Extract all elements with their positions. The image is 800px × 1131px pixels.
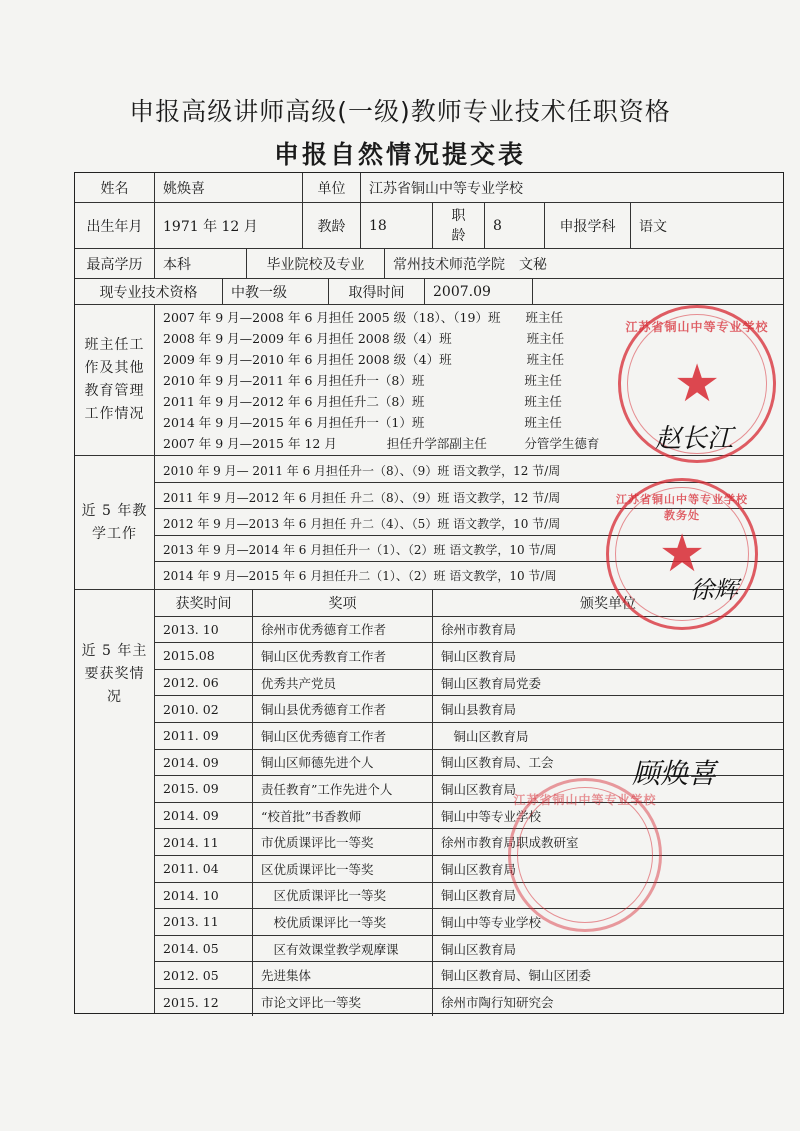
row-education	[75, 249, 783, 279]
management-line: 2008 年 9 月—2009 年 6 月担任 2008 级（4）班 班主任	[163, 331, 565, 346]
row-name	[75, 173, 783, 203]
form-subtitle: 申报自然情况提交表	[273, 140, 526, 169]
award-row	[155, 696, 783, 723]
edu-value: 本科	[155, 249, 247, 278]
obtain-label: 取得时间	[329, 279, 425, 304]
school-seal-faded	[508, 778, 662, 932]
award-date: 2014. 05	[155, 936, 253, 962]
school-label: 毕业院校及专业	[247, 249, 385, 278]
award-name: 铜山区优秀德育工作者	[253, 723, 433, 749]
award-issuer: 徐州市教育局	[441, 622, 517, 638]
management-line: 2007 年 9 月—2015 年 12 月 担任升学部副主任 分管学生德育	[163, 436, 600, 451]
management-line: 2007 年 9 月—2008 年 6 月担任 2005 级（18）、（19）班 班主任	[163, 310, 563, 325]
award-name: 铜山区师德先进个人	[253, 750, 433, 776]
management-line: 2010 年 9 月—2011 年 6 月担任升一（8）班 班主任	[163, 373, 562, 388]
award-issuer: 铜山区教育局	[441, 728, 529, 744]
tech-title-label: 现专业技术资格	[75, 279, 223, 304]
award-row	[155, 803, 783, 830]
award-issuer: 铜山区教育局	[441, 781, 517, 797]
teaching-line: 2012 年 9 月—2013 年 6 月担任 升二（4）、（5）班 语文教学，10 节/周	[163, 517, 561, 531]
award-row	[155, 829, 783, 856]
award-issuer: 铜山区教育局	[441, 861, 517, 877]
award-issuer: 徐州市陶行知研究会	[441, 995, 554, 1011]
unit-value: 江苏省铜山中等专业学校	[369, 180, 523, 197]
award-date: 2015. 09	[155, 776, 253, 802]
award-date: 2013. 11	[155, 909, 253, 935]
award-issuer: 铜山区教育局党委	[441, 675, 542, 691]
award-name: 责任教育”工作先进个人	[253, 776, 433, 802]
management-line: 2009 年 9 月—2010 年 6 月担任 2008 级（4）班 班主任	[163, 352, 565, 367]
award-issuer: 铜山县教育局	[441, 702, 517, 718]
academic-affairs-seal	[606, 478, 758, 630]
awards-table	[155, 590, 783, 1013]
school-value: 常州技术师范学院 文秘	[393, 256, 547, 273]
management-label: 班主任工作及其他教育管理工作情况	[75, 305, 155, 455]
award-name: 区有效课堂教学观摩课	[253, 936, 433, 962]
award-date: 2015. 12	[155, 989, 253, 1016]
tech-title-value: 中教一级	[223, 279, 329, 304]
job-age-value: 8	[485, 203, 545, 248]
award-name: “校首批”书香教师	[253, 803, 433, 829]
award-issuer: 铜山区教育局、铜山区团委	[441, 968, 592, 984]
award-name: 先进集体	[253, 962, 433, 988]
signature-affairs: 徐辉	[690, 576, 738, 604]
teaching-line: 2014 年 9 月—2015 年 6 月担任升二（1）、（2）班 语文教学，10 节/周	[163, 569, 557, 583]
award-issuer: 铜山区教育局、工会	[441, 755, 554, 771]
seal-text: 江苏省铜山中等专业学校 教务处	[616, 493, 748, 522]
award-name: 徐州市优秀德育工作者	[253, 617, 433, 643]
award-row	[155, 989, 783, 1016]
seal-text: 江苏省铜山中等专业学校	[625, 320, 769, 334]
award-name: 铜山区优秀教育工作者	[253, 643, 433, 669]
award-row	[155, 883, 783, 910]
award-row	[155, 723, 783, 750]
birth-value: 1971 年 12 月	[155, 203, 303, 248]
award-name: 市优质课评比一等奖	[253, 829, 433, 855]
form-title: 申报高级讲师高级(一级)教师专业技术任职资格	[129, 97, 671, 126]
award-date: 2010. 02	[155, 696, 253, 722]
subject-value: 语文	[639, 218, 667, 235]
award-row	[155, 909, 783, 936]
job-age-label-bottom: 龄	[451, 227, 466, 244]
birth-label: 出生年月	[75, 203, 155, 248]
award-row	[155, 670, 783, 697]
star-icon: ★	[673, 354, 721, 414]
award-row	[155, 643, 783, 670]
award-row	[155, 856, 783, 883]
job-age-label-top: 职	[451, 207, 466, 224]
award-issuer-header: 颁奖单位	[580, 595, 636, 612]
award-issuer: 徐州市教育局职成教研室	[441, 835, 579, 851]
edu-label: 最高学历	[75, 249, 155, 278]
signature-applicant: 顾焕喜	[632, 757, 717, 790]
award-issuer: 铜山区教育局	[441, 888, 517, 904]
award-name: 区优质课评比一等奖	[253, 883, 433, 909]
award-name: 校优质课评比一等奖	[253, 909, 433, 935]
management-line: 2011 年 9 月—2012 年 6 月担任升二（8）班 班主任	[163, 394, 562, 409]
award-date-header: 获奖时间	[155, 590, 253, 616]
award-date: 2013. 10	[155, 617, 253, 643]
award-date: 2014. 10	[155, 883, 253, 909]
row-tech-title	[75, 279, 783, 305]
subject-label: 申报学科	[545, 203, 631, 248]
award-row	[155, 962, 783, 989]
award-date: 2011. 09	[155, 723, 253, 749]
award-date: 2014. 11	[155, 829, 253, 855]
award-issuer: 铜山中等专业学校	[441, 808, 542, 824]
teaching-line: 2013 年 9 月—2014 年 6 月担任升一（1）、（2）班 语文教学，10 节/周	[163, 543, 557, 557]
award-name-header: 奖项	[253, 590, 433, 616]
teaching-line: 2010 年 9 月— 2011 年 6 月担任升一（8）、（9）班 语文教学，12 节/周	[163, 464, 561, 478]
teach-age-value: 18	[361, 203, 433, 248]
award-date: 2015.08	[155, 643, 253, 669]
job-age-label	[433, 203, 485, 248]
award-date: 2014. 09	[155, 803, 253, 829]
award-date: 2014. 09	[155, 750, 253, 776]
award-date: 2012. 06	[155, 670, 253, 696]
teaching-label: 近 5 年教学工作	[75, 456, 155, 590]
award-name: 市论文评比一等奖	[253, 989, 433, 1016]
teach-age-label: 教龄	[303, 203, 361, 248]
star-icon: ★	[658, 524, 706, 584]
awards-label: 近 5 年主要获奖情况	[75, 590, 155, 1013]
award-name: 优秀共产党员	[253, 670, 433, 696]
award-row	[155, 936, 783, 963]
name-value: 姚焕喜	[155, 173, 303, 202]
award-date: 2012. 05	[155, 962, 253, 988]
signature-principal: 赵长江	[655, 424, 734, 454]
award-issuer: 铜山区教育局	[441, 941, 517, 957]
row-birth	[75, 203, 783, 249]
award-date: 2011. 04	[155, 856, 253, 882]
award-name: 区优质课评比一等奖	[253, 856, 433, 882]
award-issuer: 铜山中等专业学校	[441, 914, 542, 930]
management-line: 2014 年 9 月—2015 年 6 月担任升一（1）班 班主任	[163, 415, 562, 430]
seal-text: 江苏省铜山中等专业学校	[513, 793, 657, 807]
teaching-line: 2011 年 9 月—2012 年 6 月担任 升二（8）、（9）班 语文教学，12 节/周	[163, 491, 561, 505]
award-name: 铜山县优秀德育工作者	[253, 696, 433, 722]
award-issuer: 铜山区教育局	[441, 648, 517, 664]
unit-label: 单位	[303, 173, 361, 202]
name-label: 姓名	[75, 173, 155, 202]
obtain-value: 2007.09	[425, 279, 533, 304]
